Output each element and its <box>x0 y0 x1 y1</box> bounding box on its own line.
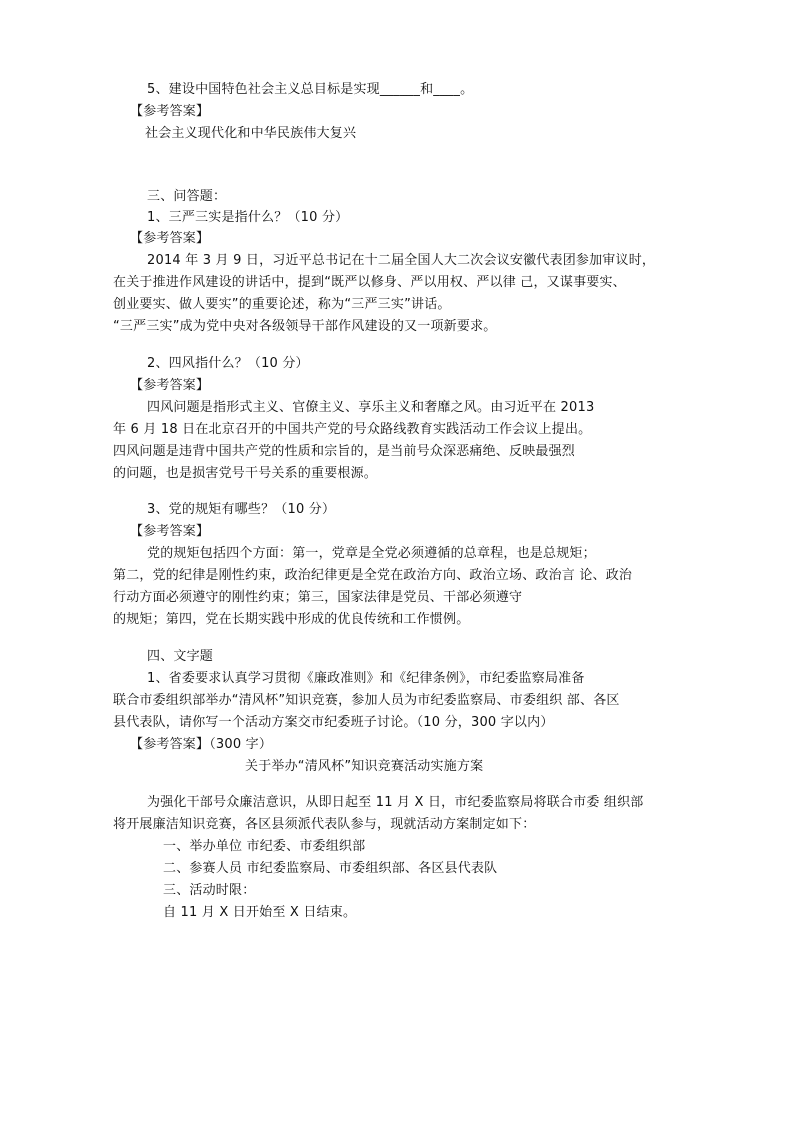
answer-line: 的问题，也是损害党号干号关系的重要根源。 <box>113 466 378 481</box>
plan-intro-line: 为强化干部号众廉洁意识，从即日起至 11 月 X 日，市纪委监察局将联合市委 组织部 <box>147 795 644 810</box>
section-heading: 四、文字题 <box>147 649 214 664</box>
answer-label: 【参考答案】 <box>130 231 210 246</box>
answer-line: 在关于推进作风建设的讲话中，提到“既严以修身、严以用权、严以律 己，又谋事要实、 <box>113 275 626 290</box>
question-5: 5、建设中国特色社会主义总目标是实现______和____。 <box>147 82 474 97</box>
answer-text: 社会主义现代化和中华民族伟大复兴 <box>145 126 357 141</box>
section-heading: 三、问答题： <box>147 189 227 204</box>
plan-timeline: 自 11 月 X 日开始至 X 日结束。 <box>163 905 357 920</box>
plan-item: 二、参赛人员 市纪委监察局、市委组织部、各区县代表队 <box>163 861 498 876</box>
question-3-2: 2、四风指什么？（10 分） <box>147 356 309 371</box>
answer-line: 创业要实、做人要实”的重要论述，称为“三严三实”讲话。 <box>113 297 451 312</box>
answer-line: 的规矩；第四，党在长期实践中形成的优良传统和工作惯例。 <box>113 612 470 627</box>
answer-line: 四风问题是指形式主义、官僚主义、享乐主义和奢靡之风。由习近平在 2013 <box>147 400 595 415</box>
plan-title: 关于举办“清风杯”知识竞赛活动实施方案 <box>245 759 484 774</box>
plan-item: 一、举办单位 市纪委、市委组织部 <box>163 839 366 854</box>
question-3-1: 1、三严三实是指什么？（10 分） <box>147 210 349 225</box>
answer-label: 【参考答案】（300 字） <box>130 737 273 752</box>
answer-line: 年 6 月 18 日在北京召开的中国共产党的号众路线教育实践活动工作会议上提出。 <box>113 422 592 437</box>
answer-label: 【参考答案】 <box>130 104 210 119</box>
question-line: 联合市委组织部举办“清风杯”知识竞赛，参加人员为市纪委监察局、市委组织 部、各区 <box>113 693 620 708</box>
question-line: 县代表队，请你写一个活动方案交市纪委班子讨论。（10 分，300 字以内） <box>113 715 554 730</box>
question-4-1: 1、省委要求认真学习贯彻《廉政准则》和《纪律条例》，市纪委监察局准备 <box>147 671 585 686</box>
answer-line: 2014 年 3 月 9 日，习近平总书记在十二届全国人大二次会议安徽代表团参加审议时， <box>147 253 656 268</box>
answer-line: 行动方面必须遵守的刚性约束；第三，国家法律是党员、干部必须遵守 <box>113 590 523 605</box>
answer-line: “三严三实”成为党中央对各级领导干部作风建设的又一项新要求。 <box>113 319 497 334</box>
question-3-3: 3、党的规矩有哪些？（10 分） <box>147 502 336 517</box>
answer-label: 【参考答案】 <box>130 378 210 393</box>
answer-label: 【参考答案】 <box>130 524 210 539</box>
answer-line: 四风问题是违背中国共产党的性质和宗旨的，是当前号众深恶痛绝、反映最强烈 <box>113 444 576 459</box>
plan-item: 三、活动时限： <box>163 883 256 898</box>
plan-intro-line: 将开展廉洁知识竞赛，各区县须派代表队参与，现就活动方案制定如下： <box>113 817 536 832</box>
answer-line: 第二，党的纪律是刚性约束，政治纪律更是全党在政治方向、政治立场、政治言 论、政治 <box>113 568 633 583</box>
answer-line: 党的规矩包括四个方面：第一，党章是全党必须遵循的总章程，也是总规矩； <box>147 546 596 561</box>
